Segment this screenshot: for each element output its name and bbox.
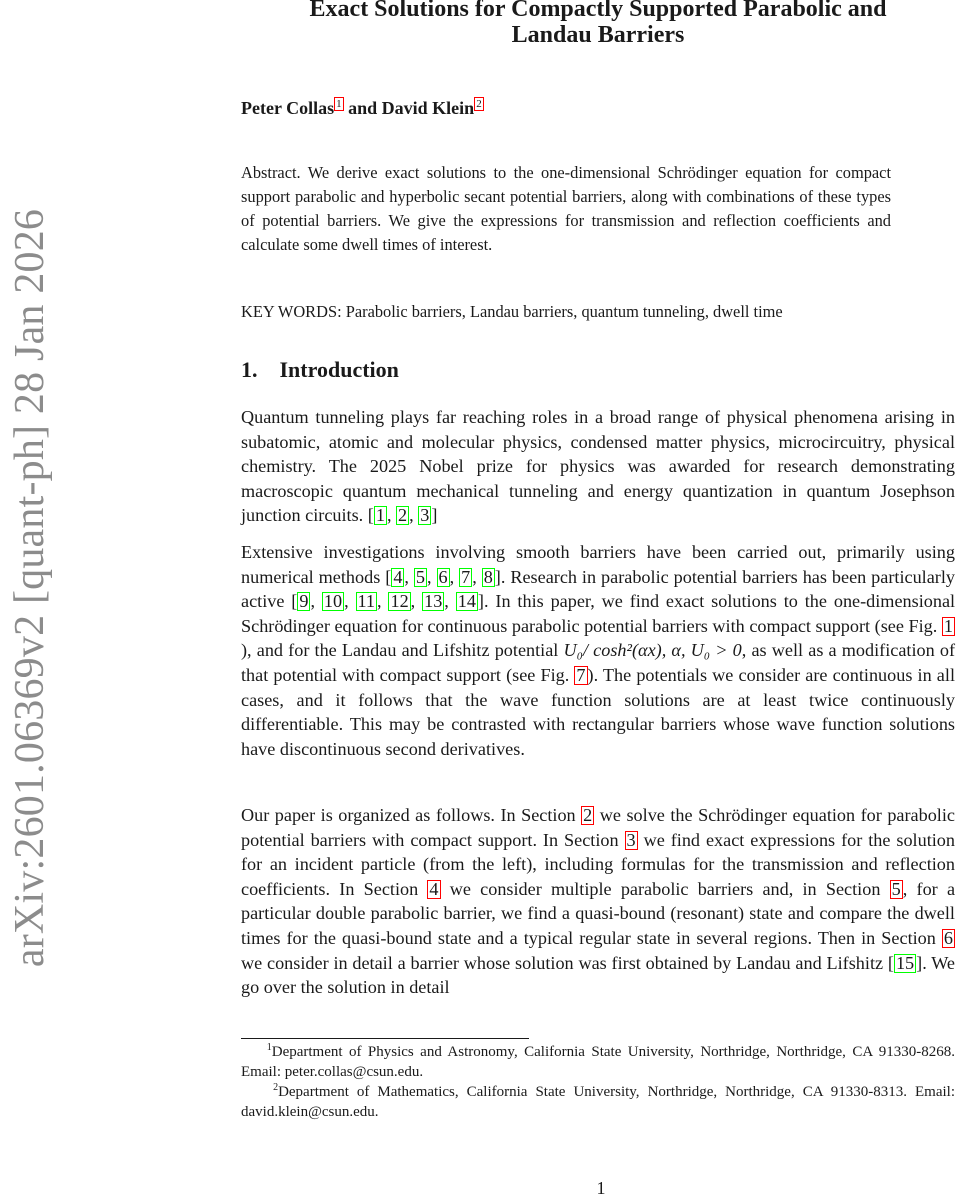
page-number: 1 [596,1178,606,1198]
title-line-1: Exact Solutions for Compactly Supported Parabolic and [309,0,887,22]
citation-link[interactable]: 7 [461,566,471,587]
paragraph-text: Extensive investigations involving smooth barriers have been carried out, primarily using numerical methods [241,542,955,587]
citation-link[interactable]: 10 [323,591,343,612]
paragraph-text: Quantum tunneling plays far reaching roles in a broad range of physical phenomena arising in subatomic, atomic and molecular physics, condensed matter physics, microcircuitry, physical chemistry. The 2025 Nobel prize for physics was awarded for research demonstrating macroscopic quantum mechanical tunneling and energy quantization in quantum Josephson junction circuits. [241,407,955,526]
section-link[interactable]: 5 [891,878,901,899]
paper-title [241,0,955,48]
section-heading-introduction [241,355,399,385]
paragraph-2: Extensive investigations involving smooth barriers have been carried out, primarily using numerical methods [ 4 , 5 , 6 , 7 , 8 ]. Research in parabolic potential barriers has been particularly active [ 9 , 10 , 11 , 12 , 13 , 14 ]. In this paper, we find exact solutions to the one-dimensional Schrödinger equation for continuous parabolic potential barriers with compact support (see Fig. 1), and for the Landau and Lifshitz potential U₀/ cosh²(αx), α, U₀ > 0, as well as a modification of that potential with compact support (see Fig. 7 ). The potentials we consider are continuous in all cases, and it follows that the wave function solutions are at least twice continuously differentiable. This may be contrasted with rectangular barriers whose wave function solutions have discontinuous second derivatives. [241,542,956,759]
citation-link[interactable]: 14 [457,591,476,612]
paragraph-text: ), and for the Landau and Lifshitz potential [241,640,564,661]
citation-link[interactable]: 6 [438,566,448,587]
citation-link[interactable]: 5 [415,566,425,587]
footnote-link-1[interactable]: 1 [336,98,342,110]
author-name: Peter Collas [241,98,335,118]
section-link[interactable]: 2 [583,805,593,825]
figure-link[interactable]: 1 [943,615,953,636]
math-expression: U₀/ cosh²(αx), α, U₀ > 0 [563,640,742,661]
paragraph-1: Quantum tunneling plays far reaching roles in a broad range of physical phenomena arising in subatomic, atomic and molecular physics, condensed matter physics, microcircuitry, physical chemistry. The 2025 Nobel prize for physics was awarded for research demonstrating macroscopic quantum mechanical tunneling and energy quantization in quantum Josephson junction circuits. [ 1 , 2 , 3 ] [241,407,955,526]
section-link[interactable]: 6 [943,927,953,948]
figure-link[interactable]: 7 [576,664,586,685]
footnote-divider [241,1038,529,1039]
abstract: Abstract. We derive exact solutions to the one-dimensional Schrödinger equation for compact support parabolic and hyperbolic secant potential barriers, along with combinations of these types of potential barriers. We give the expressions for transmission and reflection coefficients and calculate some dwell times of interest. [241,163,891,254]
paragraph-text: , as well as a modification of that potential with compact support (see Fig. [241,640,956,685]
author-list [241,96,484,120]
paragraph-text: ). The potentials we consider are continuous in all cases, and it follows that the wave function solutions are at least twice continuously differentiable. This may be contrasted with rectangular barriers whose wave function solutions have discontinuous second derivatives. [241,664,955,759]
footnote-mark: 2 [273,1082,279,1093]
citation-link[interactable]: 1 [375,505,385,526]
citation-link[interactable]: 8 [483,566,493,587]
citation-link[interactable]: 12 [390,591,409,612]
footnote-1 [241,1042,955,1082]
paragraph-text: we solve the Schrödinger equation for parabolic potential barriers with compact support. In Section [241,805,955,850]
author-name: David Klein [381,98,475,118]
citation-link[interactable]: 9 [299,591,309,612]
footnote-text: Department of Physics and Astronomy, California State University, Northridge, Northridge, CA 91330-8268. Email: peter.collas@csun.edu. [241,1044,956,1080]
paragraph-text: . We go over the solution in detail [241,952,955,998]
keywords: KEY WORDS: Parabolic barriers, Landau barriers, quantum tunneling, dwell time [241,302,783,321]
section-link[interactable]: 4 [429,878,439,899]
paragraph-text: Our paper is organized as follows. In Section [241,805,582,825]
section-number: 1. [241,357,258,382]
paragraph-text: we consider in detail a barrier whose solution was first obtained by Landau and Lifshitz [241,952,888,973]
author-connector: and [343,98,382,118]
footnote-2 [241,1082,955,1122]
citation-link[interactable]: 13 [424,591,443,612]
title-line-2: Landau Barriers [511,22,685,48]
citation-link[interactable]: 4 [393,566,403,587]
citation-link[interactable]: 11 [357,591,376,612]
footnote-text: Department of Mathematics, California State University, Northridge, Northridge, CA 91330-8313. Email: david.klein@csun.edu. [241,1084,956,1120]
paragraph-text: . In this paper, we find exact solutions to the one-dimensional Schrödinger equation for continuous parabolic potential barriers with compact support (see Fig. [241,591,956,636]
arxiv-identifier-stamp [0,0,60,1200]
citation-link[interactable]: 3 [420,505,430,526]
paragraph-text: . Research in parabolic potential barriers has been particularly active [241,566,956,612]
citation-link[interactable]: 2 [398,505,408,526]
paragraph-3: Our paper is organized as follows. In Section 2 we solve the Schrödinger equation for parabolic potential barriers with compact support. In Section 3 we find exact expressions for the solution for an incident particle (from the left), including formulas for the transmission and reflection coefficients. In Section 4 we consider multiple parabolic barriers and, in Section 5 , for a particular double parabolic barrier, we find a quasi-bound (resonant) state and compare the dwell times for the quasi-bound state and a typical regular state in several regions. Then in Section 6 we consider in detail a barrier whose solution was first obtained by Landau and Lifshitz [ 15 ]. We go over the solution in detail [241,805,956,998]
section-title: Introduction [279,357,399,382]
paragraph-text: we find exact expressions for the solution for an incident particle (from the left), including formulas for the transmission and reflection coefficients. In Section [241,829,955,899]
footnote-mark: 1 [266,1042,272,1053]
section-link[interactable]: 3 [626,829,636,850]
footnote-link-2[interactable]: 2 [476,98,482,110]
paragraph-text: , for a particular double parabolic barrier, we find a quasi-bound (resonant) state and compare the dwell times for the quasi-bound state and a typical regular state in several regions. Then in Section [241,878,956,948]
citation-link[interactable]: 15 [895,952,915,973]
paragraph-text: we consider multiple parabolic barriers and, in Section [440,878,890,899]
arxiv-stamp-text: arXiv:2601.06369v2 [quant-ph] 28 Jan 2026 [7,208,53,968]
